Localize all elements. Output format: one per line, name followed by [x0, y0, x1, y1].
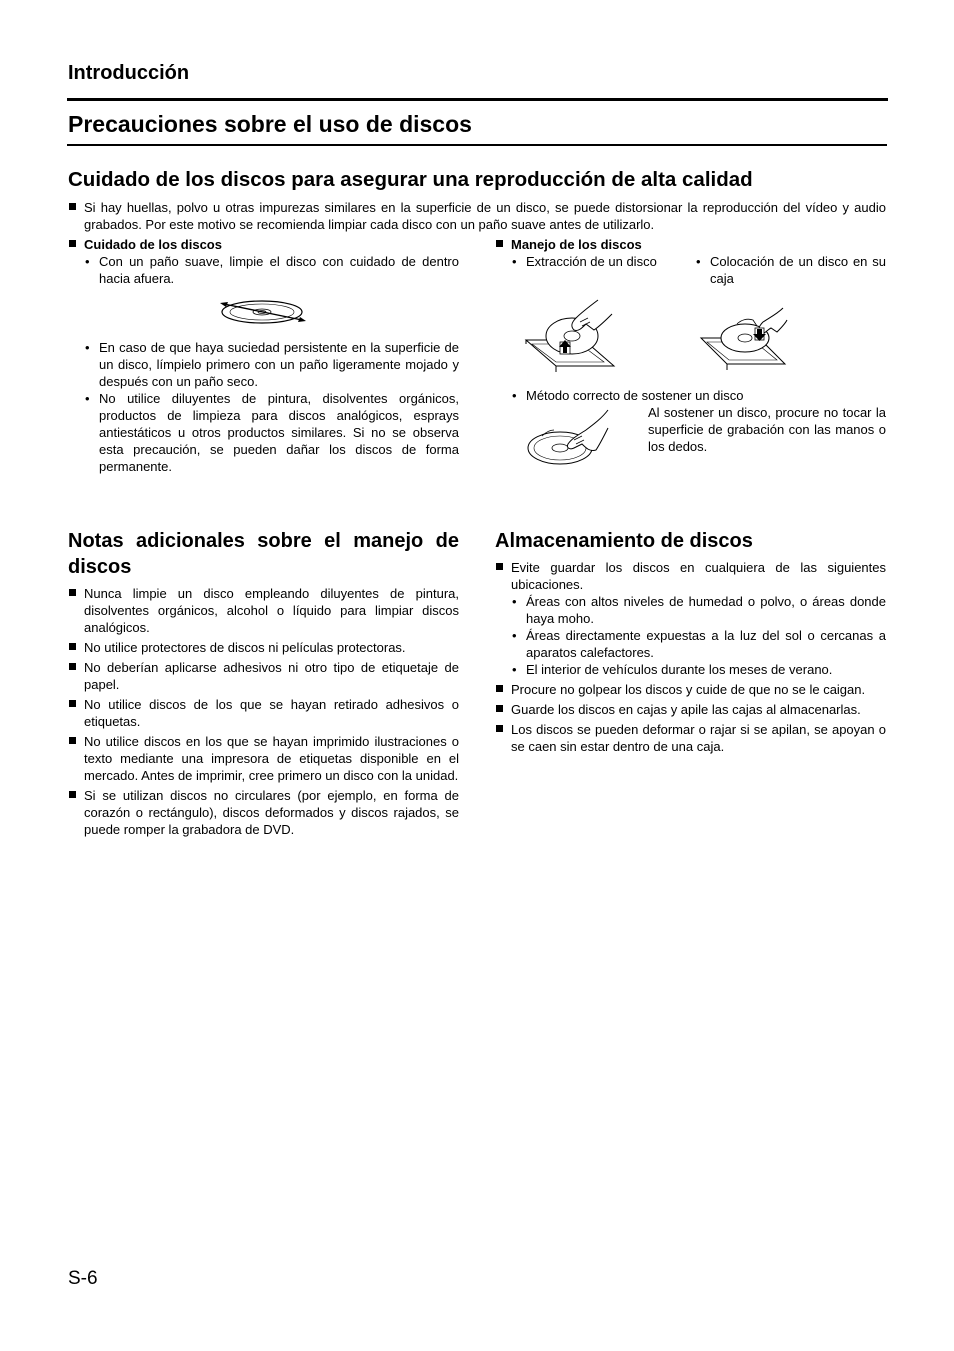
storage-item-3: Guarde los discos en cajas y apile las cajas al almacenarlas.	[495, 701, 886, 718]
disc-place-illustration	[697, 296, 789, 378]
header-rule	[67, 98, 888, 101]
storage-sub-item: • Áreas con altos niveles de humedad o polvo, o áreas donde haya moho.	[495, 593, 886, 627]
hold-note: Al sostener un disco, procure no tocar la superficie de grabación con las manos o los dedos.	[648, 405, 886, 454]
storage-item-4: Los discos se pueden deformar o rajar si se apilan, se apoyan o se caen sin estar dentro de una caja.	[495, 721, 886, 755]
title-rule	[67, 144, 887, 146]
care-item-2: • En caso de que haya suciedad persistente en la superficie de un disco, límpielo primero con un paño ligeramente mojado y después con un paño seco.	[68, 339, 459, 390]
handling-place: • Colocación de un disco en su caja	[679, 253, 886, 287]
care-section-more	[68, 339, 459, 475]
storage-list	[495, 559, 886, 758]
notes-list	[68, 585, 459, 841]
handling-label: Manejo de los discos	[495, 236, 886, 253]
notes-heading: Notas adicionales sobre el manejo de discos	[68, 530, 459, 578]
notes-item: Nunca limpie un disco empleando diluyentes de pintura, disolventes orgánicos, alcohol o líquido para limpiar discos analógicos.	[68, 585, 459, 636]
care-label: Cuidado de los discos	[68, 236, 459, 253]
handling-section	[495, 236, 886, 253]
notes-item: No utilice discos de los que se hayan retirado adhesivos o etiquetas.	[68, 696, 459, 730]
storage-sub-item: • El interior de vehículos durante los meses de verano.	[495, 661, 886, 678]
handling-extract: • Extracción de un disco	[495, 253, 685, 270]
handling-hold: • Método correcto de sostener un disco	[495, 387, 886, 404]
page-title: Precauciones sobre el uso de discos	[68, 111, 472, 137]
storage-item-1: Evite guardar los discos en cualquiera de las siguientes ubicaciones.	[495, 559, 886, 593]
storage-sub-item: • Áreas directamente expuestas a la luz del sol o cercanas a aparatos calefactores.	[495, 627, 886, 661]
storage-item-2: Procure no golpear los discos y cuide de que no se le caigan.	[495, 681, 886, 698]
quality-heading: Cuidado de los discos para asegurar una reproducción de alta calidad	[68, 168, 753, 191]
section-label: Introducción	[68, 62, 190, 84]
notes-item: Si se utilizan discos no circulares (por ejemplo, en forma de corazón o rectángulo), discos deformados y discos rajados, se puede romper la grabadora de DVD.	[68, 787, 459, 838]
care-section	[68, 236, 459, 287]
disc-hold-illustration	[524, 408, 610, 466]
care-item-1: • Con un paño suave, limpie el disco con cuidado de dentro hacia afuera.	[68, 253, 459, 287]
page-number: S-6	[68, 1268, 98, 1289]
storage-heading: Almacenamiento de discos	[495, 530, 753, 552]
quality-intro: Si hay huellas, polvo u otras impurezas similares en la superficie de un disco, se puede distorsionar la reproducción del vídeo y audio grabados. Por este motivo se recomienda limpiar cada disco con un paño suave antes de utilizarlo.	[68, 199, 886, 233]
notes-item: No utilice discos en los que se hayan imprimido ilustraciones o texto mediante una impresora de etiquetas disponible en el mercado. Antes de imprimir, cree primero un disco con la unidad.	[68, 733, 459, 784]
care-item-3: • No utilice diluyentes de pintura, disolventes orgánicos, productos de limpieza para discos analógicos, esprays antiestáticos u otros productos similares. Si no se observa esta precaución, se pueden dañar los discos de forma permanente.	[68, 390, 459, 475]
disc-wipe-illustration	[218, 296, 308, 328]
notes-item: No utilice protectores de discos ni películas protectoras.	[68, 639, 459, 656]
disc-extract-illustration	[524, 296, 616, 378]
notes-item: No deberían aplicarse adhesivos ni otro tipo de etiquetaje de papel.	[68, 659, 459, 693]
